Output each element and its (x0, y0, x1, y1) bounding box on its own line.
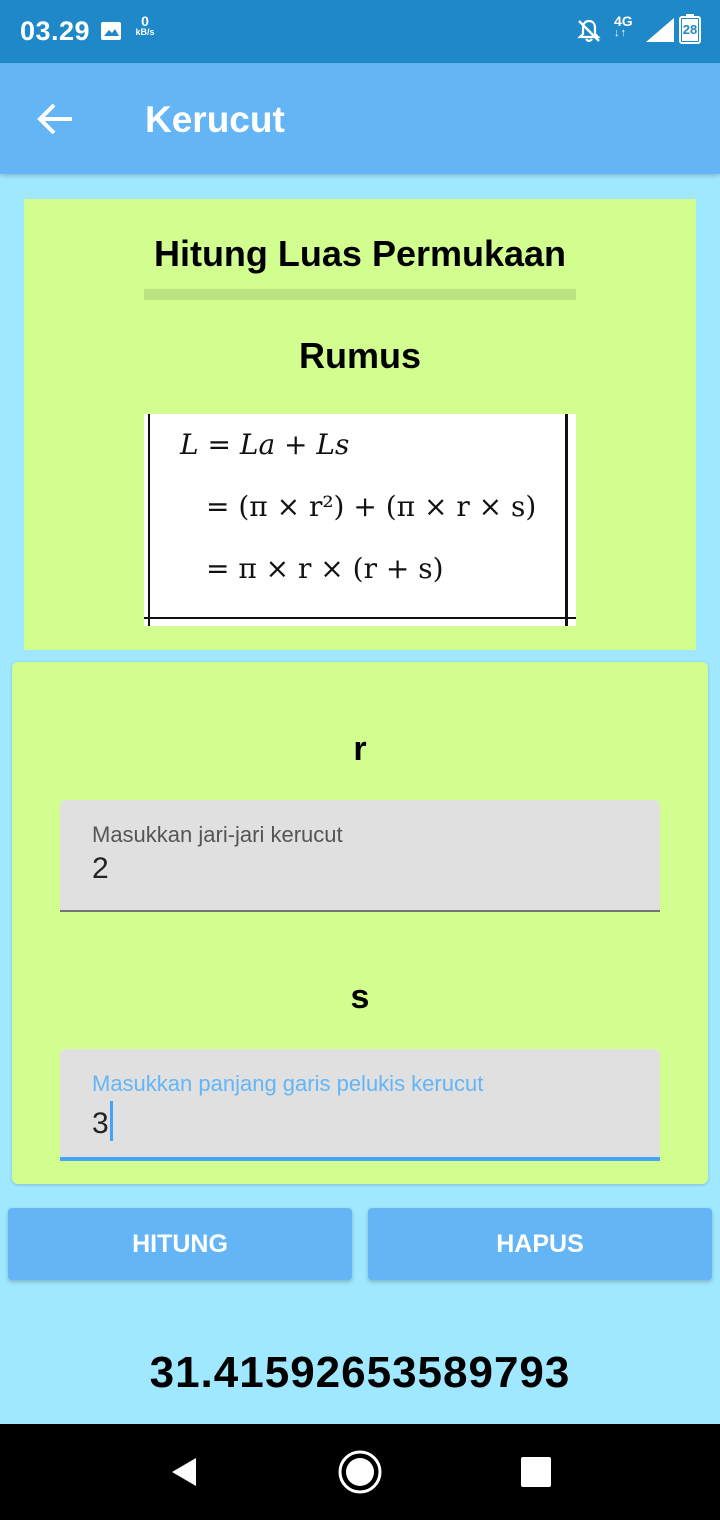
slant-height-input-text (92, 1101, 113, 1141)
network-speed (132, 14, 158, 37)
page-title: Kerucut (145, 99, 285, 140)
slant-height-input-hint: Masukkan panjang garis pelukis kerucut (92, 1071, 484, 1096)
title-divider (144, 289, 576, 300)
signal-icon (644, 16, 676, 44)
battery-level: 28 (682, 22, 698, 37)
formula-line-1: L = La + Ls (180, 428, 350, 461)
radius-label: r (353, 730, 367, 768)
formula-line-2: = (π × r²) + (π × r × s) (206, 490, 537, 523)
navigation-bar (0, 1424, 720, 1520)
slant-height-input[interactable] (60, 1049, 660, 1161)
nav-recents-icon[interactable] (520, 1456, 552, 1488)
status-time: 03.29 (20, 16, 91, 46)
formula-image (144, 414, 576, 626)
data-activity-icon: ↓↑ (614, 27, 627, 39)
formula-border (148, 414, 150, 626)
network-type (614, 14, 633, 39)
nav-back-icon[interactable] (166, 1454, 202, 1490)
result-value: 31.41592653589793 (149, 1348, 571, 1397)
section-title: Hitung Luas Permukaan (153, 233, 567, 274)
network-type-label: 4G (614, 13, 633, 29)
notifications-off-icon (576, 18, 602, 44)
formula-line-3: = π × r × (r + s) (206, 552, 444, 585)
slant-height-label: s (350, 978, 370, 1016)
formula-card (24, 199, 696, 650)
formula-border (144, 617, 576, 619)
radius-input-hint: Masukkan jari-jari kerucut (92, 822, 343, 847)
nav-home-icon[interactable] (336, 1448, 384, 1496)
clear-button[interactable]: HAPUS (368, 1208, 712, 1280)
battery-icon (679, 14, 701, 44)
formula-heading: Rumus (298, 335, 421, 376)
image-icon (101, 22, 121, 40)
arrow-back-icon[interactable] (32, 99, 80, 139)
calculate-button[interactable]: HITUNG (8, 1208, 352, 1280)
slant-height-input-value: 3 (92, 1107, 109, 1140)
radius-input-value: 2 (92, 852, 109, 885)
status-bar (0, 0, 720, 63)
network-speed-value: 0 (141, 13, 149, 29)
text-cursor (110, 1101, 113, 1141)
network-speed-unit: kB/s (135, 27, 155, 37)
radius-input[interactable] (60, 800, 660, 912)
input-card (12, 662, 708, 1184)
app-bar (0, 63, 720, 174)
formula-border (565, 414, 568, 626)
